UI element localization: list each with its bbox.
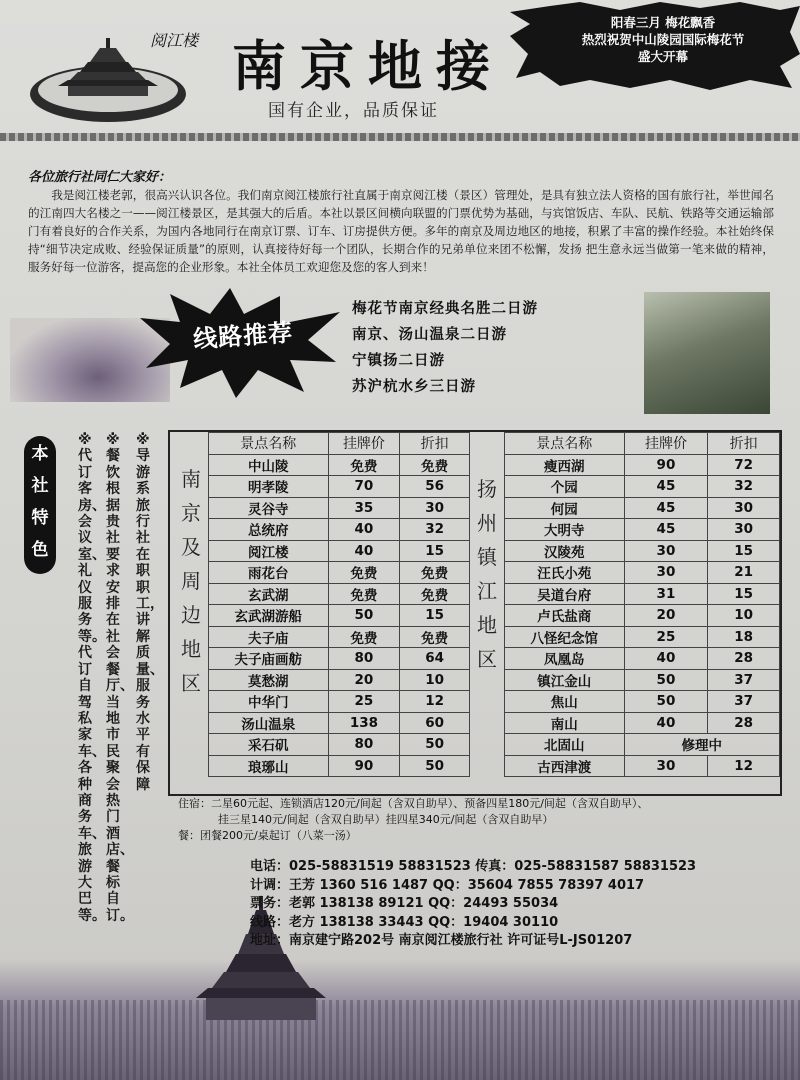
features-badge-label: 本社特色 [31, 444, 49, 560]
cell-attraction-name: 中山陵 [209, 454, 329, 476]
cell-list-price: 31 [624, 583, 708, 605]
cell-list-price: 25 [328, 691, 400, 713]
cell-list-price: 20 [624, 605, 708, 627]
cell-attraction-name: 北固山 [505, 734, 625, 756]
table-row [209, 669, 470, 691]
cell-discount-price: 免费 [400, 562, 470, 584]
table-row [505, 712, 780, 734]
route-item: 苏沪杭水乡三日游 [352, 379, 476, 395]
table-row [505, 540, 780, 562]
table-row [209, 648, 470, 670]
lodging-info [178, 796, 788, 844]
cell-list-price: 40 [328, 540, 400, 562]
cell-discount-price: 15 [708, 583, 780, 605]
right-table-body [505, 454, 780, 777]
cell-discount-price: 免费 [400, 583, 470, 605]
page-title: 南京地接 [232, 34, 504, 98]
letter-body: 我是阅江楼老郭，很高兴认识各位。我们南京阅江楼旅行社直属于南京阅江楼（景区）管理处，是具有独立法人资格的国有旅行社，举世闻名的江南四大名楼之一——阅江楼景区，是其强大的后盾。本社以景区间横向联盟的门票优势为基础，与宾馆饭店、车队、民航、铁路等交通运输部门有着良好的合作关系，为国内各地同行在南京订票、订车、订房提供方便。多年的南京及周边地区的地接，积累了丰富的操作经验。本社始终保持“细节决定成败、经验保证质量”的原则，认真接待好每一个团队，长期合作的兄弟单位来团不松懈，发扬 把生意永远当做第一笔来做的精神，服务好每一位游客，提高您的企业形象。本社全体员工欢迎您及您的客人到来！ [28, 188, 774, 274]
cell-discount-price: 免费 [400, 454, 470, 476]
route-item: 宁镇扬二日游 [352, 353, 445, 369]
cell-attraction-name: 卢氏盐商 [505, 605, 625, 627]
table-row [505, 755, 780, 777]
burst-line-1: 阳春三月 梅花飘香 [610, 15, 716, 30]
cell-discount-price: 15 [708, 540, 780, 562]
burst-line-3: 盛大开幕 [637, 49, 688, 64]
table-row [505, 497, 780, 519]
feature-column-1: ※代订客房、会议室、礼仪服务等。代订自驾私家车、各种商务车、旅游大巴等。 [78, 432, 106, 924]
cell-attraction-name: 玄武湖游船 [209, 605, 329, 627]
slogan: 国有企业，品质保证 [268, 101, 439, 121]
col-header-name: 景点名称 [505, 433, 625, 455]
route-photo-right [644, 292, 770, 414]
cell-list-price: 138 [328, 712, 400, 734]
cell-attraction-name: 玄武湖 [209, 583, 329, 605]
cell-discount-price: 56 [400, 476, 470, 498]
table-row [505, 454, 780, 476]
cell-list-price: 35 [328, 497, 400, 519]
table-row [209, 497, 470, 519]
table-row [209, 583, 470, 605]
table-row [209, 562, 470, 584]
brand-name: 阅江楼 [150, 31, 199, 50]
cell-list-price: 修理中 [624, 734, 779, 756]
cell-list-price: 30 [624, 540, 708, 562]
route-list [352, 296, 538, 400]
cell-list-price: 90 [328, 755, 400, 777]
col-header-price: 挂牌价 [328, 433, 400, 455]
cell-list-price: 80 [328, 734, 400, 756]
left-table-body [209, 454, 470, 777]
cell-discount-price: 32 [708, 476, 780, 498]
cell-discount-price: 10 [708, 605, 780, 627]
cell-attraction-name: 古西津渡 [505, 755, 625, 777]
festival-banner-text [548, 14, 778, 65]
cell-discount-price: 15 [400, 540, 470, 562]
cell-discount-price: 32 [400, 519, 470, 541]
cell-list-price: 50 [328, 605, 400, 627]
table-row [209, 712, 470, 734]
table-header-row [209, 433, 470, 455]
contact-phone: 电话：025-58831519 58831523 传真：025-58831587 58831523 [250, 859, 697, 874]
region-label-nanjing: 南京及周边地区 [181, 467, 201, 695]
cell-discount-price: 28 [708, 712, 780, 734]
cell-attraction-name: 总统府 [209, 519, 329, 541]
price-table-right [504, 432, 780, 777]
cell-list-price: 45 [624, 476, 708, 498]
burst-line-2: 热烈祝贺中山陵园国际梅花节 [581, 32, 745, 47]
cell-list-price: 30 [624, 755, 708, 777]
col-header-name: 景点名称 [209, 433, 329, 455]
feature-column-2: ※餐饮根据贵社要求安排在社会餐厅、当地市民聚会热门酒店、餐标自订。 [106, 432, 134, 924]
table-row [505, 476, 780, 498]
cell-list-price: 免费 [328, 562, 400, 584]
cell-discount-price: 12 [400, 691, 470, 713]
table-row [505, 734, 780, 756]
cell-discount-price: 50 [400, 755, 470, 777]
cell-attraction-name: 何园 [505, 497, 625, 519]
table-row [505, 562, 780, 584]
table-row [209, 540, 470, 562]
meal-line: 餐：团餐200元/桌起订（八菜一汤） [178, 829, 357, 842]
contact-tickets: 票务：老郭 138138 89121 QQ：24493 55034 [250, 896, 559, 911]
cell-attraction-name: 琅琊山 [209, 755, 329, 777]
cell-list-price: 免费 [328, 583, 400, 605]
cell-list-price: 80 [328, 648, 400, 670]
cell-list-price: 50 [624, 669, 708, 691]
cell-attraction-name: 大明寺 [505, 519, 625, 541]
cell-discount-price: 72 [708, 454, 780, 476]
table-row [505, 583, 780, 605]
cell-list-price: 20 [328, 669, 400, 691]
table-row [505, 648, 780, 670]
table-row [209, 734, 470, 756]
col-header-price: 挂牌价 [624, 433, 708, 455]
cell-list-price: 免费 [328, 626, 400, 648]
cell-discount-price: 10 [400, 669, 470, 691]
cell-discount-price: 28 [708, 648, 780, 670]
cell-discount-price: 12 [708, 755, 780, 777]
cell-discount-price: 50 [400, 734, 470, 756]
cell-attraction-name: 瘦西湖 [505, 454, 625, 476]
cell-discount-price: 30 [400, 497, 470, 519]
cell-attraction-name: 汤山温泉 [209, 712, 329, 734]
table-row [209, 691, 470, 713]
cell-list-price: 40 [328, 519, 400, 541]
cell-list-price: 45 [624, 497, 708, 519]
table-row [505, 669, 780, 691]
cell-attraction-name: 个园 [505, 476, 625, 498]
cell-discount-price: 60 [400, 712, 470, 734]
cell-attraction-name: 汉陵苑 [505, 540, 625, 562]
cell-discount-price: 15 [400, 605, 470, 627]
cell-attraction-name: 焦山 [505, 691, 625, 713]
cell-attraction-name: 采石矶 [209, 734, 329, 756]
lodging-line: 住宿：二星60元起、连锁酒店120元/间起（含双自助早）、预备四星180元/间起（含双自助早）、 [178, 797, 649, 810]
col-header-discount: 折扣 [708, 433, 780, 455]
table-row [505, 626, 780, 648]
cell-discount-price: 37 [708, 691, 780, 713]
cell-discount-price: 64 [400, 648, 470, 670]
table-row [209, 626, 470, 648]
cell-list-price: 免费 [328, 454, 400, 476]
bottom-texture [0, 1000, 800, 1080]
cell-attraction-name: 中华门 [209, 691, 329, 713]
table-row [209, 476, 470, 498]
cell-attraction-name: 灵谷寺 [209, 497, 329, 519]
cell-attraction-name: 镇江金山 [505, 669, 625, 691]
header-divider [0, 133, 800, 141]
cell-attraction-name: 凤凰岛 [505, 648, 625, 670]
cell-discount-price: 免费 [400, 626, 470, 648]
cell-list-price: 40 [624, 648, 708, 670]
table-row [505, 605, 780, 627]
cell-list-price: 50 [624, 691, 708, 713]
letter-greeting: 各位旅行社同仁大家好： [28, 170, 172, 185]
cell-attraction-name: 夫子庙 [209, 626, 329, 648]
cell-attraction-name: 汪氏小苑 [505, 562, 625, 584]
cell-discount-price: 21 [708, 562, 780, 584]
cell-attraction-name: 八怪纪念馆 [505, 626, 625, 648]
table-row [209, 755, 470, 777]
table-row [209, 605, 470, 627]
route-item: 南京、汤山温泉二日游 [352, 327, 507, 343]
cell-list-price: 25 [624, 626, 708, 648]
feature-column-3: ※导游系旅行社在职职工，讲解质量、服务水平有保障 [136, 432, 164, 793]
contact-address: 地址：南京建宁路202号 南京阅江楼旅行社 许可证号L-JS01207 [250, 933, 633, 948]
cell-attraction-name: 雨花台 [209, 562, 329, 584]
route-badge-label: 线路推荐 [192, 318, 295, 354]
cell-list-price: 40 [624, 712, 708, 734]
contact-dispatch: 计调：王芳 1360 516 1487 QQ：35604 7855 78397 4017 [250, 877, 645, 893]
cell-attraction-name: 夫子庙画舫 [209, 648, 329, 670]
lodging-line: 挂三星140元/间起（含双自助早）挂四星340元/间起（含双自助早） [218, 813, 554, 826]
cell-list-price: 30 [624, 562, 708, 584]
contact-route: 线路：老方 138138 33443 QQ：19404 30110 [250, 914, 559, 930]
cell-attraction-name: 阅江楼 [209, 540, 329, 562]
price-table-left [208, 432, 470, 777]
col-header-discount: 折扣 [400, 433, 470, 455]
cell-discount-price: 30 [708, 497, 780, 519]
table-row [505, 691, 780, 713]
table-row [209, 519, 470, 541]
table-header-row [505, 433, 780, 455]
table-row [209, 454, 470, 476]
cell-attraction-name: 南山 [505, 712, 625, 734]
cell-attraction-name: 吴道台府 [505, 583, 625, 605]
contact-info [250, 858, 696, 951]
route-item: 梅花节南京经典名胜二日游 [352, 301, 538, 317]
cell-list-price: 45 [624, 519, 708, 541]
cell-list-price: 90 [624, 454, 708, 476]
features-badge [24, 436, 56, 574]
cell-discount-price: 18 [708, 626, 780, 648]
region-label-yangzhou: 扬州镇江地区 [477, 477, 497, 671]
table-row [505, 519, 780, 541]
cell-discount-price: 30 [708, 519, 780, 541]
cell-discount-price: 37 [708, 669, 780, 691]
cell-attraction-name: 莫愁湖 [209, 669, 329, 691]
cell-list-price: 70 [328, 476, 400, 498]
cell-attraction-name: 明孝陵 [209, 476, 329, 498]
price-table [168, 430, 782, 796]
